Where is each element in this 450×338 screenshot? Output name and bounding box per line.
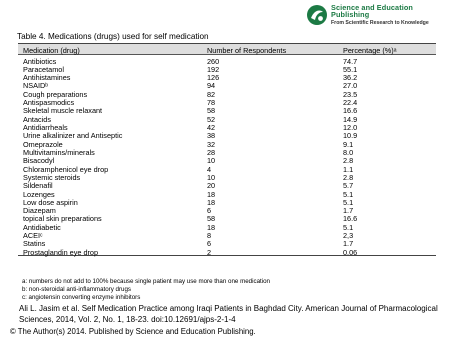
medication-cell: Antidiarrheals [23, 123, 68, 133]
medication-cell: Antibiotics [23, 56, 57, 66]
respondents-cell: 38 [207, 131, 216, 141]
percentage-cell: 5.7 [343, 181, 354, 191]
medication-cell: Statins [23, 239, 46, 249]
table-body [18, 55, 436, 255]
medication-cell: Urine alkalinizer and Antiseptic [23, 131, 123, 141]
percentage-cell: 1.7 [343, 239, 354, 249]
respondents-cell: 2 [207, 247, 212, 257]
percentage-cell: 8.0 [343, 147, 354, 157]
medication-cell: Skeletal muscle relaxant [23, 106, 103, 116]
respondents-cell: 10 [207, 172, 216, 182]
respondents-cell: 6 [207, 206, 212, 216]
header-percentage: Percentage (%)ᵃ [343, 46, 397, 56]
medication-cell: Lozenges [23, 189, 55, 199]
medication-cell: Prostaglandin eye drop [23, 247, 99, 257]
footnotes [22, 278, 270, 303]
percentage-cell: 16.6 [343, 106, 358, 116]
percentage-cell: 5.1 [343, 222, 354, 232]
medication-cell: Sildenafil [23, 181, 53, 191]
respondents-cell: 4 [207, 164, 212, 174]
percentage-cell: 16.6 [343, 214, 358, 224]
medication-cell: Antihistamines [23, 73, 71, 83]
percentage-cell: 0.06 [343, 247, 358, 257]
respondents-cell: 260 [207, 56, 220, 66]
medication-cell: topical skin preparations [23, 214, 102, 224]
respondents-cell: 8 [207, 231, 212, 241]
percentage-cell: 5.1 [343, 189, 354, 199]
respondents-cell: 18 [207, 222, 216, 232]
medication-cell: Antispasmodics [23, 98, 75, 108]
respondents-cell: 6 [207, 239, 212, 249]
medication-cell: Multivitamins/minerals [23, 147, 95, 157]
respondents-cell: 126 [207, 73, 220, 83]
percentage-cell: 10.9 [343, 131, 358, 141]
percentage-cell: 2,3 [343, 231, 354, 241]
respondents-cell: 20 [207, 181, 216, 191]
respondents-cell: 32 [207, 139, 216, 149]
medication-cell: NSAIDᵇ [23, 81, 49, 91]
medication-cell: Systemic steroids [23, 172, 81, 182]
header-respondents: Number of Respondents [207, 46, 287, 56]
respondents-cell: 94 [207, 81, 216, 91]
percentage-cell: 74.7 [343, 56, 358, 66]
respondents-cell: 10 [207, 156, 216, 166]
publisher-name: Science and Education Publishing [331, 3, 413, 20]
medication-cell: Paracetamol [23, 64, 64, 74]
respondents-cell: 58 [207, 214, 216, 224]
medication-cell: Bisacodyl [23, 156, 55, 166]
percentage-cell: 36.2 [343, 73, 358, 83]
percentage-cell: 55.1 [343, 64, 358, 74]
publisher-logo [306, 3, 448, 27]
respondents-cell: 192 [207, 64, 220, 74]
percentage-cell: 12.0 [343, 123, 358, 133]
percentage-cell: 5.1 [343, 197, 354, 207]
copyright: © The Author(s) 2014. Published by Science and Education Publishing. [10, 327, 256, 336]
medication-cell: Low dose aspirin [23, 197, 78, 207]
publisher-logo-icon [306, 4, 328, 26]
medication-cell: Chloramphenicol eye drop [23, 164, 109, 174]
medication-cell: ACEIᶜ [23, 231, 43, 241]
medication-cell: Diazepam [23, 206, 56, 216]
percentage-cell: 14.9 [343, 114, 358, 124]
respondents-cell: 18 [207, 189, 216, 199]
percentage-cell: 27.0 [343, 81, 358, 91]
percentage-cell: 1.1 [343, 164, 354, 174]
medication-cell: Cough preparations [23, 89, 88, 99]
publisher-tagline: From Scientific Research to Knowledge [331, 19, 429, 26]
medication-cell: Antidiabetic [23, 222, 61, 232]
medication-cell: Omeprazole [23, 139, 63, 149]
table-caption: Table 4. Medications (drugs) used for self medication [17, 32, 209, 41]
medication-cell: Antacids [23, 114, 51, 124]
percentage-cell: 2.8 [343, 156, 354, 166]
header-medication: Medication (drug) [23, 46, 80, 56]
respondents-cell: 28 [207, 147, 216, 157]
respondents-cell: 78 [207, 98, 216, 108]
percentage-cell: 9.1 [343, 139, 354, 149]
percentage-cell: 22.4 [343, 98, 358, 108]
percentage-cell: 1.7 [343, 206, 354, 216]
percentage-cell: 23.5 [343, 89, 358, 99]
percentage-cell: 2.8 [343, 172, 354, 182]
footnote-b: b: non-steroidal anti-inflammatory drugs [22, 286, 132, 294]
citation: Ali L. Jasim et al. Self Medication Practice among Iraqi Patients in Baghdad City. American Journal of Pharmacological Sciences, 2014, Vol. 2, No. 1, 18-23. doi:10.12691/ajps-2-1-4 [19, 304, 438, 324]
respondents-cell: 82 [207, 89, 216, 99]
footnote-c: c: angiotensin converting enzyme inhibitors [22, 294, 141, 302]
respondents-cell: 18 [207, 197, 216, 207]
table-row [18, 247, 436, 255]
respondents-cell: 52 [207, 114, 216, 124]
medications-table [18, 43, 436, 256]
footnote-a: a: numbers do not add to 100% because single patient may use more than one medication [22, 278, 271, 285]
respondents-cell: 42 [207, 123, 216, 133]
respondents-cell: 58 [207, 106, 216, 116]
